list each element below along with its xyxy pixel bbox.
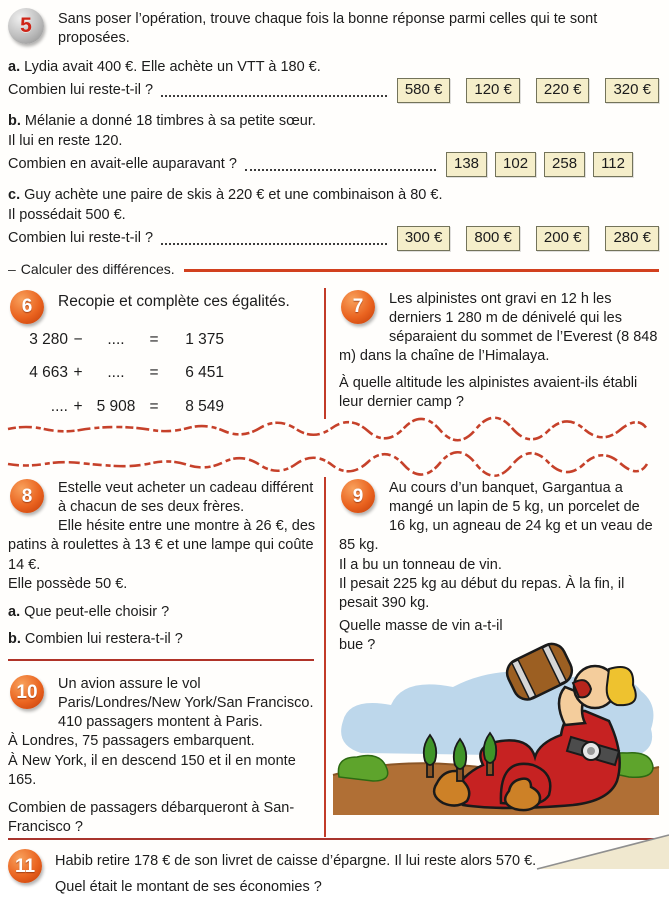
exercise-10	[8, 673, 318, 837]
item-a-statement: a. Lydia avait 400 €. Elle achète un VTT à 180 €.	[8, 59, 321, 76]
answer-box[interactable]: 200 €	[536, 226, 590, 251]
exercise-7	[324, 288, 659, 419]
exercise-8-body-3: Elle possède 50 €.	[8, 575, 128, 592]
exercise-11-body: Habib retire 178 € de son livret de caisse d’épargne. Il lui reste alors 570 €.	[55, 853, 537, 870]
exercise-11-badge: 11	[8, 849, 42, 883]
item-b-question: Combien en avait-elle auparavant ?	[8, 156, 237, 173]
exercise-9-body-3: Il pesait 225 kg au début du repas. À la fin, il pesait 390 kg.	[339, 575, 625, 611]
exercise-10-question: Combien de passagers débarqueront à San-Francisco ?	[8, 799, 295, 835]
exercise-10-badge: 10	[10, 675, 44, 709]
divider-dash: –	[8, 261, 16, 278]
item-c-statement-2: Il possédait 500 €.	[8, 207, 126, 224]
exercise-8-question-a: a. Que peut-elle choisir ?	[8, 603, 170, 620]
section-heading-label: Calculer des différences.	[20, 261, 175, 278]
exercise-5-intro: Sans poser l’opération, trouve chaque fois la bonne réponse parmi celles qui te sont proposées.	[58, 11, 598, 47]
exercise-5-item-c	[8, 186, 659, 251]
exercise-9	[324, 477, 659, 837]
exercise-9-question: Quelle masse de vin a-t-il bue ?	[339, 617, 503, 654]
answer-box[interactable]: 102	[495, 152, 536, 177]
exercise-8	[8, 477, 318, 649]
dotted-leader	[161, 243, 387, 245]
exercise-11-question: Quel était le montant de ses économies ?	[55, 879, 322, 896]
section-heading	[8, 260, 659, 278]
item-b-statement: b. Mélanie a donné 18 timbres à sa petite sœur.	[8, 113, 316, 130]
answer-box[interactable]: 220 €	[536, 78, 590, 103]
squiggle-divider	[8, 460, 659, 469]
exercise-7-body: Les alpinistes ont gravi en 12 h les derniers 1 280 m de dénivelé qui les séparaient du sommet de l’Everest (8 848 m) dans la chaîne de l’Himalaya.	[339, 290, 658, 365]
answer-box[interactable]: 258	[544, 152, 585, 177]
item-b-statement-2: Il lui en reste 120.	[8, 133, 123, 150]
exercise-6	[8, 288, 324, 419]
squiggle-divider	[8, 424, 659, 433]
answer-box[interactable]: 112	[593, 152, 633, 177]
exercise-6-title: Recopie et complète ces égalités.	[58, 292, 290, 310]
item-c-statement: c. Guy achète une paire de skis à 220 € et une combinaison à 80 €.	[8, 187, 443, 204]
answer-box[interactable]: 320 €	[605, 78, 659, 103]
item-a-question: Combien lui reste-t-il ?	[8, 82, 154, 99]
exercise-6-equations: 3 280 − .... = 1 375 4 663 + .... = 6 451 .... + 5 908 = 8 549	[29, 330, 224, 415]
exercise-9-badge: 9	[341, 479, 375, 513]
answer-box[interactable]: 280 €	[605, 226, 659, 251]
exercise-10-body-3: À New York, il en descend 150 et il en monte 165.	[8, 752, 296, 788]
section-heading-line	[184, 269, 659, 272]
exercise-10-body-2: À Londres, 75 passagers embarquent.	[8, 733, 255, 750]
exercise-separator-line	[8, 659, 314, 661]
answer-box[interactable]: 120 €	[466, 78, 520, 103]
exercise-5	[8, 8, 659, 251]
gargantua-illustration	[333, 625, 659, 815]
exercise-10-body-1: Un avion assure le vol Paris/Londres/New York/San Francisco. 410 passagers montent à Paris.	[58, 676, 314, 731]
exercise-8-body-2: Elle hésite entre une montre à 26 €, des patins à roulettes à 13 € et une lampe qui coûte 14 €.	[8, 518, 316, 573]
exercise-9-body-1: Au cours d’un banquet, Gargantua a mangé un lapin de 5 kg, un porcelet de 16 kg, un agneau de 24 kg et un veau de 85 kg.	[339, 480, 653, 554]
exercise-8-question-b: b. Combien lui restera-t-il ?	[8, 630, 183, 647]
answer-box[interactable]: 138	[446, 152, 487, 177]
exercise-5-item-b	[8, 112, 659, 177]
item-c-question: Combien lui reste-t-il ?	[8, 230, 154, 247]
answer-box[interactable]: 300 €	[397, 226, 451, 251]
exercise-5-badge: 5	[8, 8, 44, 44]
dotted-leader	[245, 169, 436, 171]
page-corner-curl	[537, 833, 669, 869]
answer-box[interactable]: 580 €	[397, 78, 451, 103]
exercise-5-item-a	[8, 58, 659, 103]
exercise-7-badge: 7	[341, 290, 375, 324]
answer-box[interactable]: 800 €	[466, 226, 520, 251]
exercise-9-body-2: Il a bu un tonneau de vin.	[339, 556, 502, 573]
exercise-6-badge: 6	[10, 290, 44, 324]
exercise-8-body-1: Estelle veut acheter un cadeau différent à chacun de ses deux frères.	[58, 480, 314, 516]
exercise-8-badge: 8	[10, 479, 44, 513]
dotted-leader	[161, 95, 387, 97]
exercise-7-question: À quelle altitude les alpinistes avaient-ils établi leur dernier camp ?	[339, 375, 638, 411]
